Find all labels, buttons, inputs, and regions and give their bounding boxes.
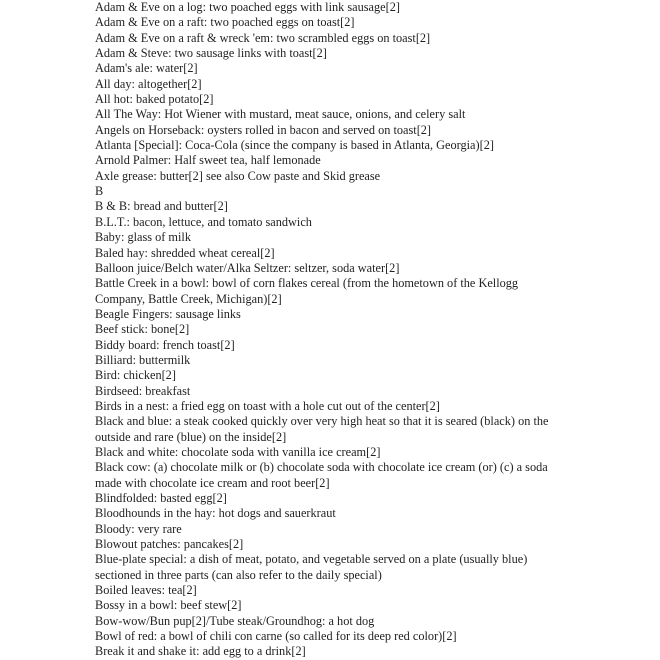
glossary-entry: Adam & Eve on a raft & wreck 'em: two scrambled eggs on toast[2]	[95, 30, 431, 45]
glossary-entry: Bow-wow/Bun pup[2]/Tube steak/Groundhog: a hot dog	[95, 613, 375, 628]
glossary-entry: Battle Creek in a bowl: bowl of corn flakes cereal (from the hometown of the Kellogg Company, Battle Creek, Michigan)[2]	[95, 276, 519, 306]
glossary-entry: Black and blue: a steak cooked quickly over very high heat so that it is seared (black) on the outside and rare (blue) on the inside[2]	[95, 414, 549, 444]
glossary-entry: Break it and shake it: add egg to a drink[2]	[95, 644, 306, 659]
glossary-entry: Blowout patches: pancakes[2]	[95, 537, 244, 552]
glossary-entry: Birdseed: breakfast	[95, 383, 191, 398]
glossary-list	[95, 0, 568, 660]
glossary-entry: Black cow: (a) chocolate milk or (b) chocolate soda with chocolate ice cream (or) (c) a soda made with chocolate ice cream and root beer[2]	[95, 460, 548, 490]
glossary-entry: Bossy in a bowl: beef stew[2]	[95, 598, 242, 613]
glossary-entry: Bird: chicken[2]	[95, 368, 176, 383]
glossary-entry: Balloon juice/Belch water/Alka Seltzer: seltzer, soda water[2]	[95, 260, 400, 275]
section-letter: B	[95, 184, 104, 199]
glossary-entry: Adam's ale: water[2]	[95, 61, 198, 76]
glossary-entry: Blue-plate special: a dish of meat, potato, and vegetable served on a plate (usually blue) sectioned in three parts (can also refer to the daily special)	[95, 552, 528, 582]
glossary-entry: Beagle Fingers: sausage links	[95, 306, 241, 321]
glossary-entry: Boiled leaves: tea[2]	[95, 583, 197, 598]
glossary-entry: Baled hay: shredded wheat cereal[2]	[95, 245, 275, 260]
glossary-entry: B.L.T.: bacon, lettuce, and tomato sandwich	[95, 214, 312, 229]
glossary-entry: Baby: glass of milk	[95, 230, 191, 245]
glossary-entry: Bloodhounds in the hay: hot dogs and sauerkraut	[95, 506, 336, 521]
glossary-entry: All day: altogether[2]	[95, 76, 202, 91]
glossary-entry: Arnold Palmer: Half sweet tea, half lemonade	[95, 153, 321, 168]
glossary-entry: Atlanta [Special]: Coca-Cola (since the company is based in Atlanta, Georgia)[2]	[95, 138, 494, 153]
glossary-entry: Axle grease: butter[2] see also Cow paste and Skid grease	[95, 168, 381, 183]
glossary-entry: Beef stick: bone[2]	[95, 322, 190, 337]
glossary-entry: Black and white: chocolate soda with vanilla ice cream[2]	[95, 444, 381, 459]
glossary-entry: Adam & Eve on a log: two poached eggs with link sausage[2]	[95, 0, 400, 14]
glossary-entry: Bloody: very rare	[95, 521, 182, 536]
glossary-entry: Adam & Eve on a raft: two poached eggs on toast[2]	[95, 15, 355, 30]
glossary-entry: Billiard: buttermilk	[95, 352, 191, 367]
glossary-entry: All The Way: Hot Wiener with mustard, meat sauce, onions, and celery salt	[95, 107, 466, 122]
glossary-entry: Biddy board: french toast[2]	[95, 337, 235, 352]
glossary-entry: All hot: baked potato[2]	[95, 92, 214, 107]
glossary-entry: Adam & Steve: two sausage links with toast[2]	[95, 46, 327, 61]
glossary-entry: Birds in a nest: a fried egg on toast with a hole cut out of the center[2]	[95, 398, 440, 413]
glossary-entry: Angels on Horseback: oysters rolled in bacon and served on toast[2]	[95, 122, 432, 137]
glossary-entry: B & B: bread and butter[2]	[95, 199, 228, 214]
glossary-entry: Blindfolded: basted egg[2]	[95, 491, 227, 505]
glossary-entry: Bowl of red: a bowl of chili con carne (so called for its deep red color)[2]	[95, 629, 457, 644]
